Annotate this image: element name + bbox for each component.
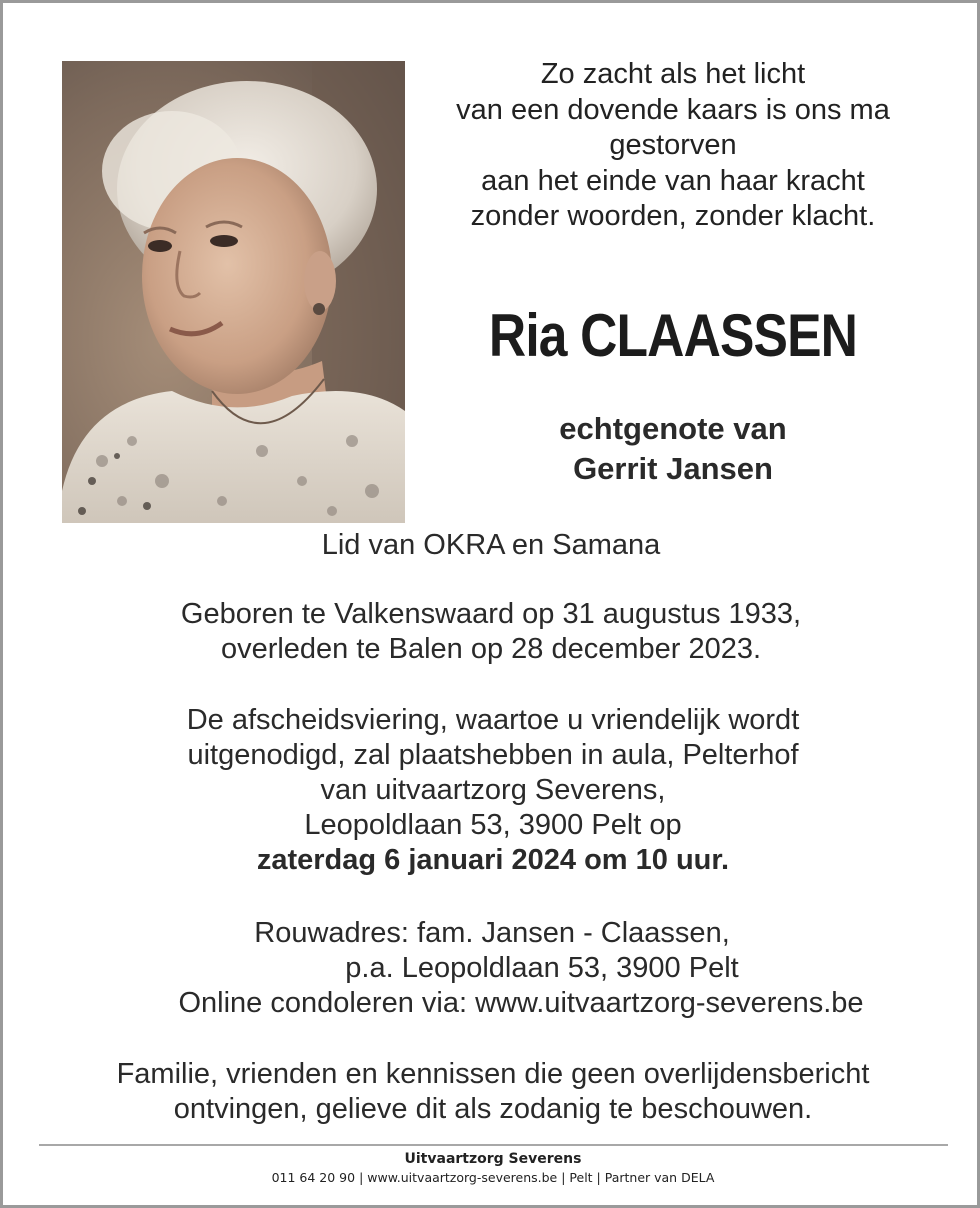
spouse-name: Gerrit Jansen <box>573 451 773 486</box>
family-notice <box>3 1057 980 1127</box>
deceased-name: Ria CLAASSEN <box>488 302 858 369</box>
footer-divider <box>39 1144 948 1146</box>
notice-line: Familie, vrienden en kennissen die geen overlijdensbericht <box>116 1058 870 1090</box>
notice-line: ontvingen, gelieve dit als zodanig te beschouwen. <box>173 1093 813 1125</box>
ceremony-line: van uitvaartzorg Severens, <box>320 774 666 806</box>
spouse-relation: echtgenote van <box>559 411 787 446</box>
address-line: p.a. Leopoldlaan 53, 3900 Pelt <box>345 952 739 984</box>
portrait-photo <box>62 61 405 523</box>
membership-text: Lid van OKRA en Samana <box>321 529 661 561</box>
condolence-link: Online condoleren via: www.uitvaartzorg-severens.be <box>178 987 864 1019</box>
ceremony-line: De afscheidsviering, waartoe u vriendelijk wordt <box>186 704 800 736</box>
death-line: overleden te Balen op 28 december 2023. <box>220 633 762 665</box>
funeral-home-contact: 011 64 20 90 | www.uitvaartzorg-severens.be | Pelt | Partner van DELA <box>271 1170 715 1185</box>
ceremony-line: uitgenodigd, zal plaatshebben in aula, Pelterhof <box>187 739 799 771</box>
spouse-info <box>423 409 923 489</box>
birth-death-info <box>1 597 980 667</box>
poem-line: Zo zacht als het licht <box>540 58 806 90</box>
mourning-address <box>3 916 980 1021</box>
poem-line: van een dovende kaars is ons ma <box>456 93 890 126</box>
membership <box>1 528 980 563</box>
memorial-poem <box>423 57 923 235</box>
poem-line: gestorven <box>609 129 737 161</box>
ceremony-line: Leopoldlaan 53, 3900 Pelt op <box>304 809 682 841</box>
birth-line: Geboren te Valkenswaard op 31 augustus 1933, <box>180 598 802 630</box>
funeral-home-name: Uitvaartzorg Severens <box>404 1151 582 1167</box>
address-line: Rouwadres: fam. Jansen - Claassen, <box>254 917 730 949</box>
ceremony-info <box>3 703 980 878</box>
ceremony-datetime: zaterdag 6 januari 2024 om 10 uur. <box>256 844 730 876</box>
poem-line: aan het einde van haar kracht <box>481 164 865 197</box>
poem-line: zonder woorden, zonder klacht. <box>470 200 876 232</box>
